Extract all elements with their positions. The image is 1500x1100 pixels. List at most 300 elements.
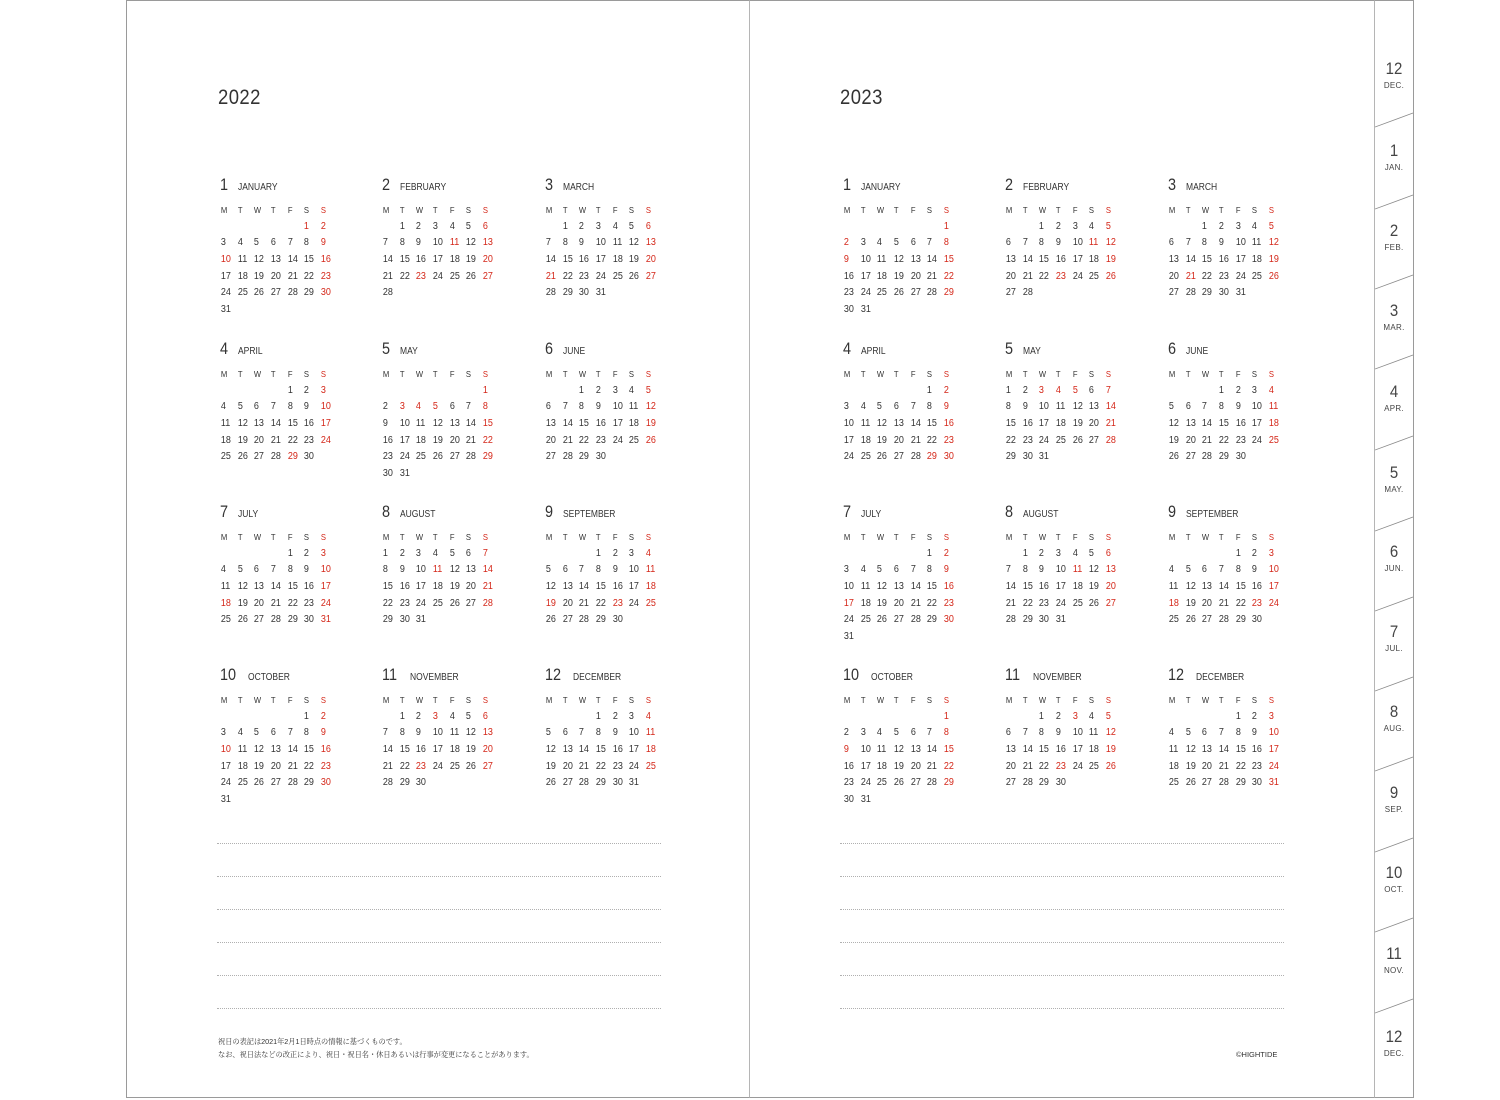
tab-number: 12 [1385, 1027, 1403, 1046]
day-cell: 21 [382, 270, 393, 282]
day-cell: 30 [1235, 451, 1246, 463]
day-cell: 27 [1005, 287, 1016, 299]
day-cell: 13 [466, 564, 477, 576]
month-grid [1168, 692, 1285, 792]
day-cell: 21 [1218, 597, 1229, 609]
day-cell: 25 [1252, 270, 1263, 282]
weekday-label: M [382, 532, 390, 542]
day-cell: 6 [545, 401, 551, 413]
tab-label: MAY. [1384, 485, 1404, 494]
weekday-label: F [1235, 205, 1241, 215]
day-cell: 26 [1185, 614, 1196, 626]
day-cell: 24 [595, 270, 606, 282]
day-cell: 20 [254, 597, 265, 609]
month-name: OCTOBER [871, 672, 913, 683]
weekday-label: F [910, 205, 916, 215]
memo-lines-left [217, 843, 661, 1041]
day-cell: 27 [1202, 614, 1213, 626]
day-cell: 27 [1089, 434, 1100, 446]
day-cell: 18 [1089, 254, 1100, 266]
month-number: 11 [1005, 665, 1021, 684]
month-grid [843, 692, 960, 809]
day-cell: 2 [1039, 547, 1045, 559]
day-cell: 9 [944, 401, 950, 413]
day-cell: 2 [1252, 547, 1258, 559]
day-cell: 12 [893, 744, 904, 756]
day-cell: 6 [270, 727, 276, 739]
weekday-label: S [944, 695, 950, 705]
day-cell: 20 [1106, 581, 1117, 593]
tab-number: 7 [1389, 622, 1399, 641]
weekday-label: S [1252, 532, 1258, 542]
day-cell: 14 [1218, 744, 1229, 756]
weekday-label: M [1168, 205, 1176, 215]
tab-number: 4 [1389, 382, 1399, 401]
tab-month-8[interactable] [1375, 622, 1413, 653]
day-cell: 12 [1185, 744, 1196, 756]
day-cell: 6 [483, 220, 489, 232]
day-cell: 8 [944, 727, 950, 739]
weekday-label: S [466, 532, 472, 542]
day-cell: 18 [237, 760, 248, 772]
day-cell: 21 [927, 270, 938, 282]
weekday-label: T [595, 532, 601, 542]
day-cell: 12 [466, 237, 477, 249]
day-cell: 21 [1202, 434, 1213, 446]
weekday-label: S [646, 695, 652, 705]
tab-month-2[interactable] [1375, 141, 1413, 172]
day-cell: 26 [545, 614, 556, 626]
tab-divider [1375, 999, 1413, 1013]
day-cell: 3 [220, 237, 226, 249]
day-cell: 4 [877, 237, 883, 249]
day-cell: 4 [860, 564, 866, 576]
day-cell: 26 [1106, 270, 1117, 282]
day-cell: 13 [545, 418, 556, 430]
day-cell: 7 [579, 727, 585, 739]
month-number: 8 [1005, 502, 1014, 521]
empty-cell [893, 219, 908, 236]
day-cell: 16 [1252, 744, 1263, 756]
day-cell: 15 [399, 254, 410, 266]
month-january-2023 [843, 175, 983, 316]
day-cell: 4 [220, 564, 226, 576]
day-cell: 8 [382, 564, 388, 576]
day-cell: 10 [432, 727, 443, 739]
day-cell: 3 [1235, 220, 1241, 232]
day-cell: 3 [416, 547, 422, 559]
memo-line [217, 876, 661, 877]
weekday-label: W [1202, 695, 1210, 705]
tab-month-11[interactable] [1375, 863, 1413, 894]
weekday-label: M [843, 369, 851, 379]
day-cell: 18 [416, 434, 427, 446]
day-cell: 11 [237, 744, 247, 756]
day-cell: 10 [1269, 727, 1280, 739]
day-cell: 8 [1235, 564, 1241, 576]
day-cell: 7 [1022, 237, 1028, 249]
month-august-2023 [1005, 502, 1145, 626]
day-cell: 12 [877, 418, 888, 430]
day-cell: 21 [1185, 270, 1196, 282]
day-cell: 26 [1185, 777, 1196, 789]
day-cell: 25 [646, 597, 657, 609]
day-cell: 3 [1269, 547, 1275, 559]
day-cell: 5 [1072, 384, 1078, 396]
weekday-label: F [287, 205, 293, 215]
weekday-label: M [545, 369, 553, 379]
day-cell: 16 [944, 418, 955, 430]
day-cell: 1 [1005, 384, 1011, 396]
day-cell: 24 [843, 451, 854, 463]
day-cell: 14 [1005, 581, 1016, 593]
weekday-label: S [629, 532, 635, 542]
day-cell: 9 [843, 744, 849, 756]
tab-divider [1375, 113, 1413, 127]
weekday-label: W [579, 695, 587, 705]
month-number: 12 [545, 665, 562, 684]
tab-month-12[interactable] [1375, 944, 1413, 975]
day-cell: 9 [1055, 727, 1061, 739]
day-cell: 23 [1022, 434, 1033, 446]
weekday-label: S [646, 532, 652, 542]
day-cell: 25 [220, 614, 231, 626]
month-name: MARCH [563, 182, 595, 193]
day-cell: 28 [579, 614, 590, 626]
day-cell: 19 [237, 434, 248, 446]
day-cell: 3 [843, 564, 849, 576]
weekday-label: W [254, 532, 262, 542]
day-cell: 18 [612, 254, 623, 266]
empty-cell [860, 383, 875, 400]
weekday-label: S [304, 205, 310, 215]
day-cell: 22 [944, 760, 955, 772]
month-grid [1168, 202, 1285, 302]
day-cell: 1 [927, 547, 933, 559]
day-cell: 12 [629, 237, 640, 249]
weekday-label: S [1106, 205, 1112, 215]
weekday-label: S [304, 532, 310, 542]
day-cell: 12 [1185, 581, 1196, 593]
day-cell: 13 [1168, 254, 1179, 266]
day-cell: 29 [1005, 451, 1016, 463]
weekday-label: T [1055, 369, 1061, 379]
weekday-label: F [1072, 369, 1078, 379]
month-name: JULY [861, 509, 882, 520]
weekday-label: W [254, 369, 262, 379]
day-cell: 12 [1106, 727, 1117, 739]
empty-cell [415, 383, 430, 400]
weekday-label: F [612, 532, 618, 542]
empty-cell [220, 383, 235, 400]
month-grid [382, 692, 499, 792]
day-cell: 6 [254, 401, 260, 413]
day-cell: 30 [399, 614, 410, 626]
day-cell: 11 [449, 237, 460, 249]
weekday-label: S [483, 369, 489, 379]
day-cell: 10 [220, 744, 231, 756]
day-cell: 7 [1005, 564, 1011, 576]
day-cell: 4 [877, 727, 883, 739]
month-name: AUGUST [1023, 509, 1059, 520]
day-cell: 14 [270, 581, 281, 593]
day-cell: 26 [1269, 270, 1280, 282]
memo-line [217, 843, 661, 844]
month-grid [843, 529, 960, 646]
weekday-label: W [416, 369, 424, 379]
weekday-label: W [1039, 369, 1047, 379]
day-cell: 22 [1218, 434, 1229, 446]
day-cell: 4 [1089, 710, 1095, 722]
day-cell: 30 [416, 777, 427, 789]
tab-month-10[interactable] [1375, 783, 1413, 814]
weekday-label: S [944, 205, 950, 215]
day-cell: 25 [612, 270, 623, 282]
day-cell: 18 [877, 270, 888, 282]
day-cell: 29 [304, 287, 315, 299]
day-cell: 29 [944, 287, 955, 299]
day-cell: 30 [1218, 287, 1229, 299]
day-cell: 9 [595, 401, 601, 413]
day-cell: 4 [1168, 727, 1174, 739]
day-cell: 18 [1072, 581, 1083, 593]
tab-month-1[interactable] [1375, 59, 1413, 90]
day-cell: 9 [1022, 401, 1028, 413]
day-cell: 4 [646, 547, 652, 559]
day-cell: 21 [579, 760, 590, 772]
weekday-label: T [1218, 369, 1224, 379]
day-cell: 27 [545, 451, 556, 463]
day-cell: 1 [595, 710, 601, 722]
day-cell: 18 [1252, 254, 1263, 266]
day-cell: 2 [843, 727, 849, 739]
day-cell: 3 [1269, 710, 1275, 722]
weekday-label: T [1055, 532, 1061, 542]
weekday-label: S [466, 205, 472, 215]
day-cell: 22 [304, 760, 315, 772]
day-cell: 11 [877, 744, 887, 756]
day-cell: 4 [1089, 220, 1095, 232]
empty-cell [1201, 546, 1216, 563]
tab-month-13[interactable] [1375, 1027, 1413, 1058]
day-cell: 5 [466, 710, 472, 722]
day-cell: 28 [1185, 287, 1196, 299]
day-cell: 24 [612, 434, 623, 446]
day-cell: 25 [860, 451, 871, 463]
day-cell: 17 [612, 418, 623, 430]
memo-line [217, 942, 661, 943]
weekday-label: W [579, 369, 587, 379]
day-cell: 24 [860, 777, 871, 789]
empty-cell [382, 383, 397, 400]
day-cell: 23 [944, 434, 955, 446]
memo-line [840, 909, 1284, 910]
day-cell: 5 [893, 727, 899, 739]
weekday-label: W [254, 695, 262, 705]
day-cell: 19 [1106, 744, 1117, 756]
day-cell: 27 [254, 451, 265, 463]
day-cell: 7 [270, 564, 276, 576]
day-cell: 18 [449, 744, 460, 756]
day-cell: 14 [483, 564, 494, 576]
day-cell: 21 [287, 270, 298, 282]
weekday-label: T [1022, 532, 1028, 542]
empty-cell [220, 219, 235, 236]
day-cell: 18 [646, 581, 657, 593]
day-cell: 26 [646, 434, 657, 446]
day-cell: 23 [1235, 434, 1246, 446]
day-cell: 16 [843, 270, 854, 282]
day-cell: 5 [254, 237, 260, 249]
day-cell: 21 [1218, 760, 1229, 772]
day-cell: 13 [562, 581, 573, 593]
day-cell: 11 [1168, 744, 1179, 756]
empty-cell [562, 709, 577, 726]
day-cell: 14 [287, 744, 298, 756]
tab-month-9[interactable] [1375, 702, 1413, 733]
copyright: ©HIGHTIDE [1236, 1050, 1278, 1059]
day-cell: 19 [254, 270, 265, 282]
weekday-label: M [220, 205, 228, 215]
day-cell: 13 [1089, 401, 1100, 413]
day-cell: 8 [1039, 727, 1045, 739]
day-cell: 24 [321, 434, 332, 446]
day-cell: 11 [629, 401, 639, 413]
tab-divider [1375, 757, 1413, 771]
empty-cell [578, 546, 593, 563]
day-cell: 12 [254, 254, 265, 266]
day-cell: 11 [220, 581, 231, 593]
weekday-label: M [382, 205, 390, 215]
day-cell: 6 [466, 547, 472, 559]
day-cell: 22 [595, 760, 606, 772]
day-cell: 4 [1168, 564, 1174, 576]
day-cell: 23 [843, 287, 854, 299]
day-cell: 8 [1005, 401, 1011, 413]
tab-number: 8 [1389, 702, 1399, 721]
day-cell: 21 [579, 597, 590, 609]
day-cell: 28 [382, 287, 393, 299]
day-cell: 10 [860, 744, 871, 756]
weekday-label: S [1089, 369, 1095, 379]
memo-line [217, 975, 661, 976]
month-name: MARCH [1186, 182, 1218, 193]
day-cell: 16 [1022, 418, 1033, 430]
tab-label: DEC. [1383, 1049, 1405, 1058]
day-cell: 15 [1039, 254, 1050, 266]
day-cell: 2 [416, 220, 422, 232]
day-cell: 15 [287, 418, 298, 430]
month-number: 6 [545, 339, 554, 358]
empty-cell [545, 219, 560, 236]
day-cell: 26 [893, 287, 904, 299]
day-cell: 11 [646, 727, 656, 739]
weekday-label: T [1185, 205, 1191, 215]
day-cell: 26 [254, 777, 265, 789]
day-cell: 14 [910, 418, 921, 430]
month-grid [1005, 692, 1122, 792]
day-cell: 15 [1022, 581, 1033, 593]
day-cell: 16 [304, 581, 315, 593]
day-cell: 28 [382, 777, 393, 789]
day-cell: 25 [1072, 597, 1083, 609]
weekday-label: W [579, 532, 587, 542]
day-cell: 15 [304, 744, 315, 756]
weekday-label: S [944, 369, 950, 379]
tab-month-7[interactable] [1375, 542, 1413, 573]
day-cell: 29 [1022, 614, 1033, 626]
day-cell: 1 [304, 220, 310, 232]
day-cell: 27 [466, 597, 477, 609]
day-cell: 27 [893, 451, 904, 463]
day-cell: 21 [287, 760, 298, 772]
weekday-label: W [416, 532, 424, 542]
month-grid [1168, 529, 1285, 629]
day-cell: 11 [1168, 581, 1179, 593]
weekday-label: T [399, 369, 405, 379]
day-cell: 19 [1269, 254, 1280, 266]
day-cell: 28 [1218, 614, 1229, 626]
day-cell: 9 [579, 237, 585, 249]
day-cell: 6 [893, 564, 899, 576]
tab-divider [1375, 597, 1413, 611]
tab-month-3[interactable] [1375, 221, 1413, 252]
day-cell: 29 [927, 451, 938, 463]
weekday-label: T [432, 532, 438, 542]
empty-cell [449, 383, 464, 400]
tab-month-5[interactable] [1375, 382, 1413, 413]
tab-number: 1 [1389, 141, 1399, 160]
day-cell: 12 [254, 744, 265, 756]
day-cell: 27 [910, 777, 921, 789]
day-cell: 3 [629, 547, 635, 559]
day-cell: 17 [843, 597, 854, 609]
day-cell: 23 [304, 434, 315, 446]
day-cell: 8 [399, 237, 405, 249]
empty-cell [287, 219, 302, 236]
day-cell: 14 [287, 254, 298, 266]
day-cell: 6 [562, 727, 568, 739]
weekday-label: M [1168, 695, 1176, 705]
day-cell: 12 [1106, 237, 1117, 249]
tab-month-4[interactable] [1375, 301, 1413, 332]
tab-number: 11 [1386, 944, 1402, 963]
day-cell: 19 [545, 760, 556, 772]
day-cell: 26 [466, 760, 477, 772]
day-cell: 3 [432, 710, 438, 722]
day-cell: 22 [304, 270, 315, 282]
tab-label: FEB. [1384, 243, 1404, 252]
empty-cell [253, 546, 268, 563]
day-cell: 8 [579, 401, 585, 413]
weekday-label: S [483, 695, 489, 705]
day-cell: 16 [612, 744, 623, 756]
month-october-2022 [220, 665, 360, 806]
weekday-label: T [860, 369, 866, 379]
empty-cell [1168, 383, 1183, 400]
day-cell: 5 [432, 401, 438, 413]
day-cell: 12 [466, 727, 477, 739]
day-cell: 28 [270, 614, 281, 626]
day-cell: 28 [545, 287, 556, 299]
day-cell: 30 [1055, 777, 1066, 789]
month-name: AUGUST [400, 509, 436, 520]
day-cell: 27 [254, 614, 265, 626]
tab-month-6[interactable] [1375, 463, 1413, 494]
day-cell: 8 [944, 237, 950, 249]
empty-cell [926, 219, 941, 236]
day-cell: 21 [910, 597, 921, 609]
